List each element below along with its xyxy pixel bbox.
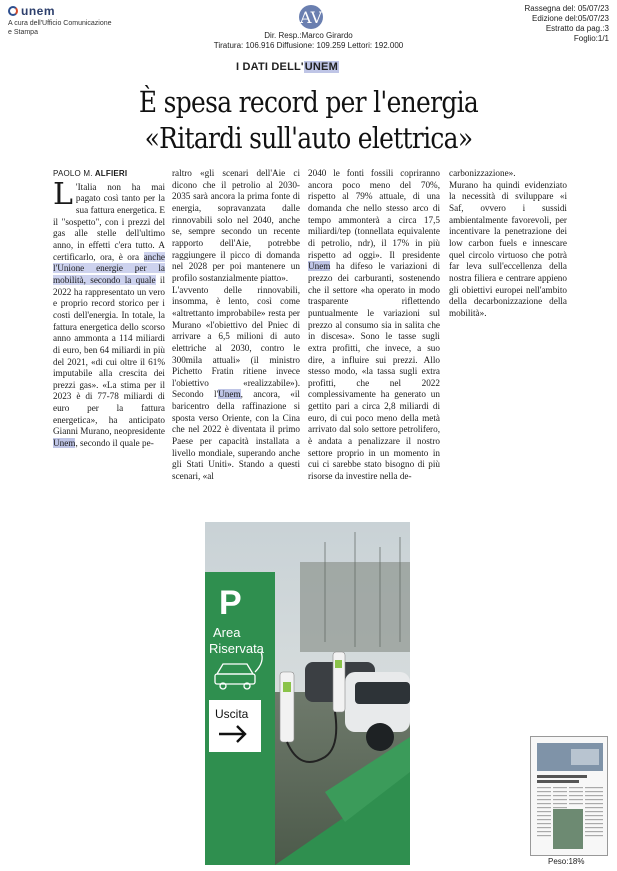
column-1-paragraph xyxy=(53,176,166,450)
logo-subtitle-line1: A cura dell'Ufficio Comunicazione xyxy=(8,20,112,27)
circulation-line: Tiratura: 106.916 Diffusione: 109.259 Lettori: 192.000 xyxy=(213,41,404,50)
page-thumbnail-image xyxy=(531,737,608,856)
col2-text-a: L'avvento delle rinnovabili, insomma, è lento, così come «altrettanto improbabile» resta per Murano «l'obiettivo del Pniec di arrivare a 6,5 milioni di auto elettriche al 2030, contro le 300mila attuali» (il ministro Pichetto Fratin ritiene invece l'obiettivo «realizzabile»). Secondo l' xyxy=(172,284,300,400)
col2-unem-highlight: Unem xyxy=(218,389,241,400)
col3-text-b: ha difeso le variazioni di prezzo dei carburanti, sostenendo che il settore «ha operato in modo trasparente riflettendo puntualmente le variazioni sul prezzo al consumo sia in salita che in discesa». Sono le tasse sugli extra profitti, che invece, a suo dire, a influire sui prezzi. Allo stesso modo, «la tassa sugli extra profitti, che nel 2022 complessivamente ha generato un gettito pari a circa 2,8 miliardi di euro, di cui poco meno della metà arrivato dal solo settore petrolifero, è andata a penalizzare il nostro settore proprio in un momento in cui ci sarebbe stato bisogno di più risorse da investire nella de- xyxy=(308,261,440,482)
av-newspaper-logo-icon xyxy=(294,3,328,31)
col1-unem-highlight: Unem xyxy=(53,438,76,449)
col1-highlight: anche l'Unione energie per la mobilità, secondo la quale xyxy=(53,251,165,285)
meta-estratto: Estratto da pag.:3 xyxy=(545,24,609,33)
article-kicker xyxy=(236,61,339,73)
column-2-paragraph-2 xyxy=(172,285,300,483)
article-column-3 xyxy=(308,168,440,483)
svg-text:AV: AV xyxy=(299,8,323,27)
page-thumbnail xyxy=(530,736,608,856)
article-column-1 xyxy=(53,168,165,450)
column-3-paragraph xyxy=(308,168,440,483)
kicker-highlight: UNEM xyxy=(304,61,338,73)
byline-last: ALFIERI xyxy=(94,169,128,178)
peso-label: Peso:18% xyxy=(548,857,585,866)
article-headline xyxy=(43,84,574,156)
meta-foglio: Foglio:1/1 xyxy=(573,34,609,43)
col1-text-b: il 2022 ha rappresentato un vero e proprio record storico per i costi dell'energia. In totale, la fattura energetica dello scorso anno ammonta a 114 miliardi di euro, ben 64 miliardi in più del 2021, «di cui oltre il 61% imputabile alla crescita dei prezzi gas». «La stima per il 2023 è di 77-78 miliardi di euro per la fattura energetica», ha anticipato Gianni Murano, neopresidente xyxy=(53,274,166,437)
kicker-prefix: I DATI DELL' xyxy=(236,61,304,73)
sign-p-letter: P xyxy=(219,584,242,622)
sign-riservata-line: Riservata xyxy=(209,641,264,656)
col3-unem-highlight: Unem xyxy=(308,261,331,272)
column-4-paragraph-2: Murano ha quindi evidenziato la necessità di sviluppare «i Saf, ovvero i sussidi ambientalmente favorevoli, per incentivare la penetrazione dei low carbon fuels e innescare quel circolo virtuoso che potrà far leva sull'eccellenza della nostra filiera e centrare appieno gli obiettivi europei nell'ambito della decarbonizzazione della mobilità». xyxy=(449,179,567,318)
byline-first: PAOLO M. xyxy=(53,169,93,178)
meta-edizione: Edizione del:05/07/23 xyxy=(532,14,609,23)
unem-logo-icon xyxy=(8,6,18,16)
col1-text-a: 'Italia non ha mai pagato così tanto per la sua fattura energetica. E il "sospetto", con i prezzi del gas alle stelle dell'ultimo anno, in effetti c'era tutto. A certificarlo, ora, è ora xyxy=(53,181,165,262)
col2-text-b: , ancora, «il baricentro della raffinazione si sposta verso Oriente, con la Cina che nel 2022 è diventata il primo Paese per capacità installata a livello mondiale, superando anche gli Stati Uniti». Stando a questi scenari, «al xyxy=(172,389,300,482)
logo-subtitle-line2: e Stampa xyxy=(8,29,38,36)
column-2-paragraph-1: raltro «gli scenari dell'Aie ci dicono che il petrolio al 2030-2035 sarà ancora la prima fonte di energia, sopravanzata dalle rinnovabili solo nel 2040, anche se, sempre secondo un recente rapporto dell'Aie, potrebbe raggiungere il picco di domanda nel 2028 per poi mantenere un profilo sostanzialmente piatto». xyxy=(172,168,300,283)
col3-text-a: 2040 le fonti fossili copriranno ancora poco meno del 70%, rispetto al 79% attuale, di una domanda che nello stesso arco di tempo ammonterà a circa 17,5 miliardi/tep (tonnellata equivalente di petrolio, ndr), il 17% in più rispetto ad oggi». Il presidente xyxy=(308,168,440,260)
ev-charging-photo xyxy=(205,522,410,865)
article-column-4 xyxy=(449,168,567,320)
col1-text-c: , secondo il quale pe- xyxy=(75,438,154,449)
dropcap: L xyxy=(53,176,73,212)
byline xyxy=(53,168,165,180)
sign-exit-label: Uscita xyxy=(215,707,249,721)
director-line: Dir. Resp.:Marco Girardo xyxy=(264,31,353,40)
sign-area-line: Area xyxy=(213,625,241,640)
article-column-2 xyxy=(172,168,300,483)
meta-rassegna: Rassegna del: 05/07/23 xyxy=(524,4,609,13)
column-4-paragraph-1: carbonizzazione». xyxy=(449,168,516,178)
article-photo xyxy=(205,522,410,865)
headline-line2: «Ritardi sull'auto elettrica» xyxy=(144,121,473,155)
clipping-meta xyxy=(524,4,609,44)
headline-line1: È spesa record per l'energia xyxy=(138,85,479,119)
unem-logo-text: unem xyxy=(21,4,56,18)
